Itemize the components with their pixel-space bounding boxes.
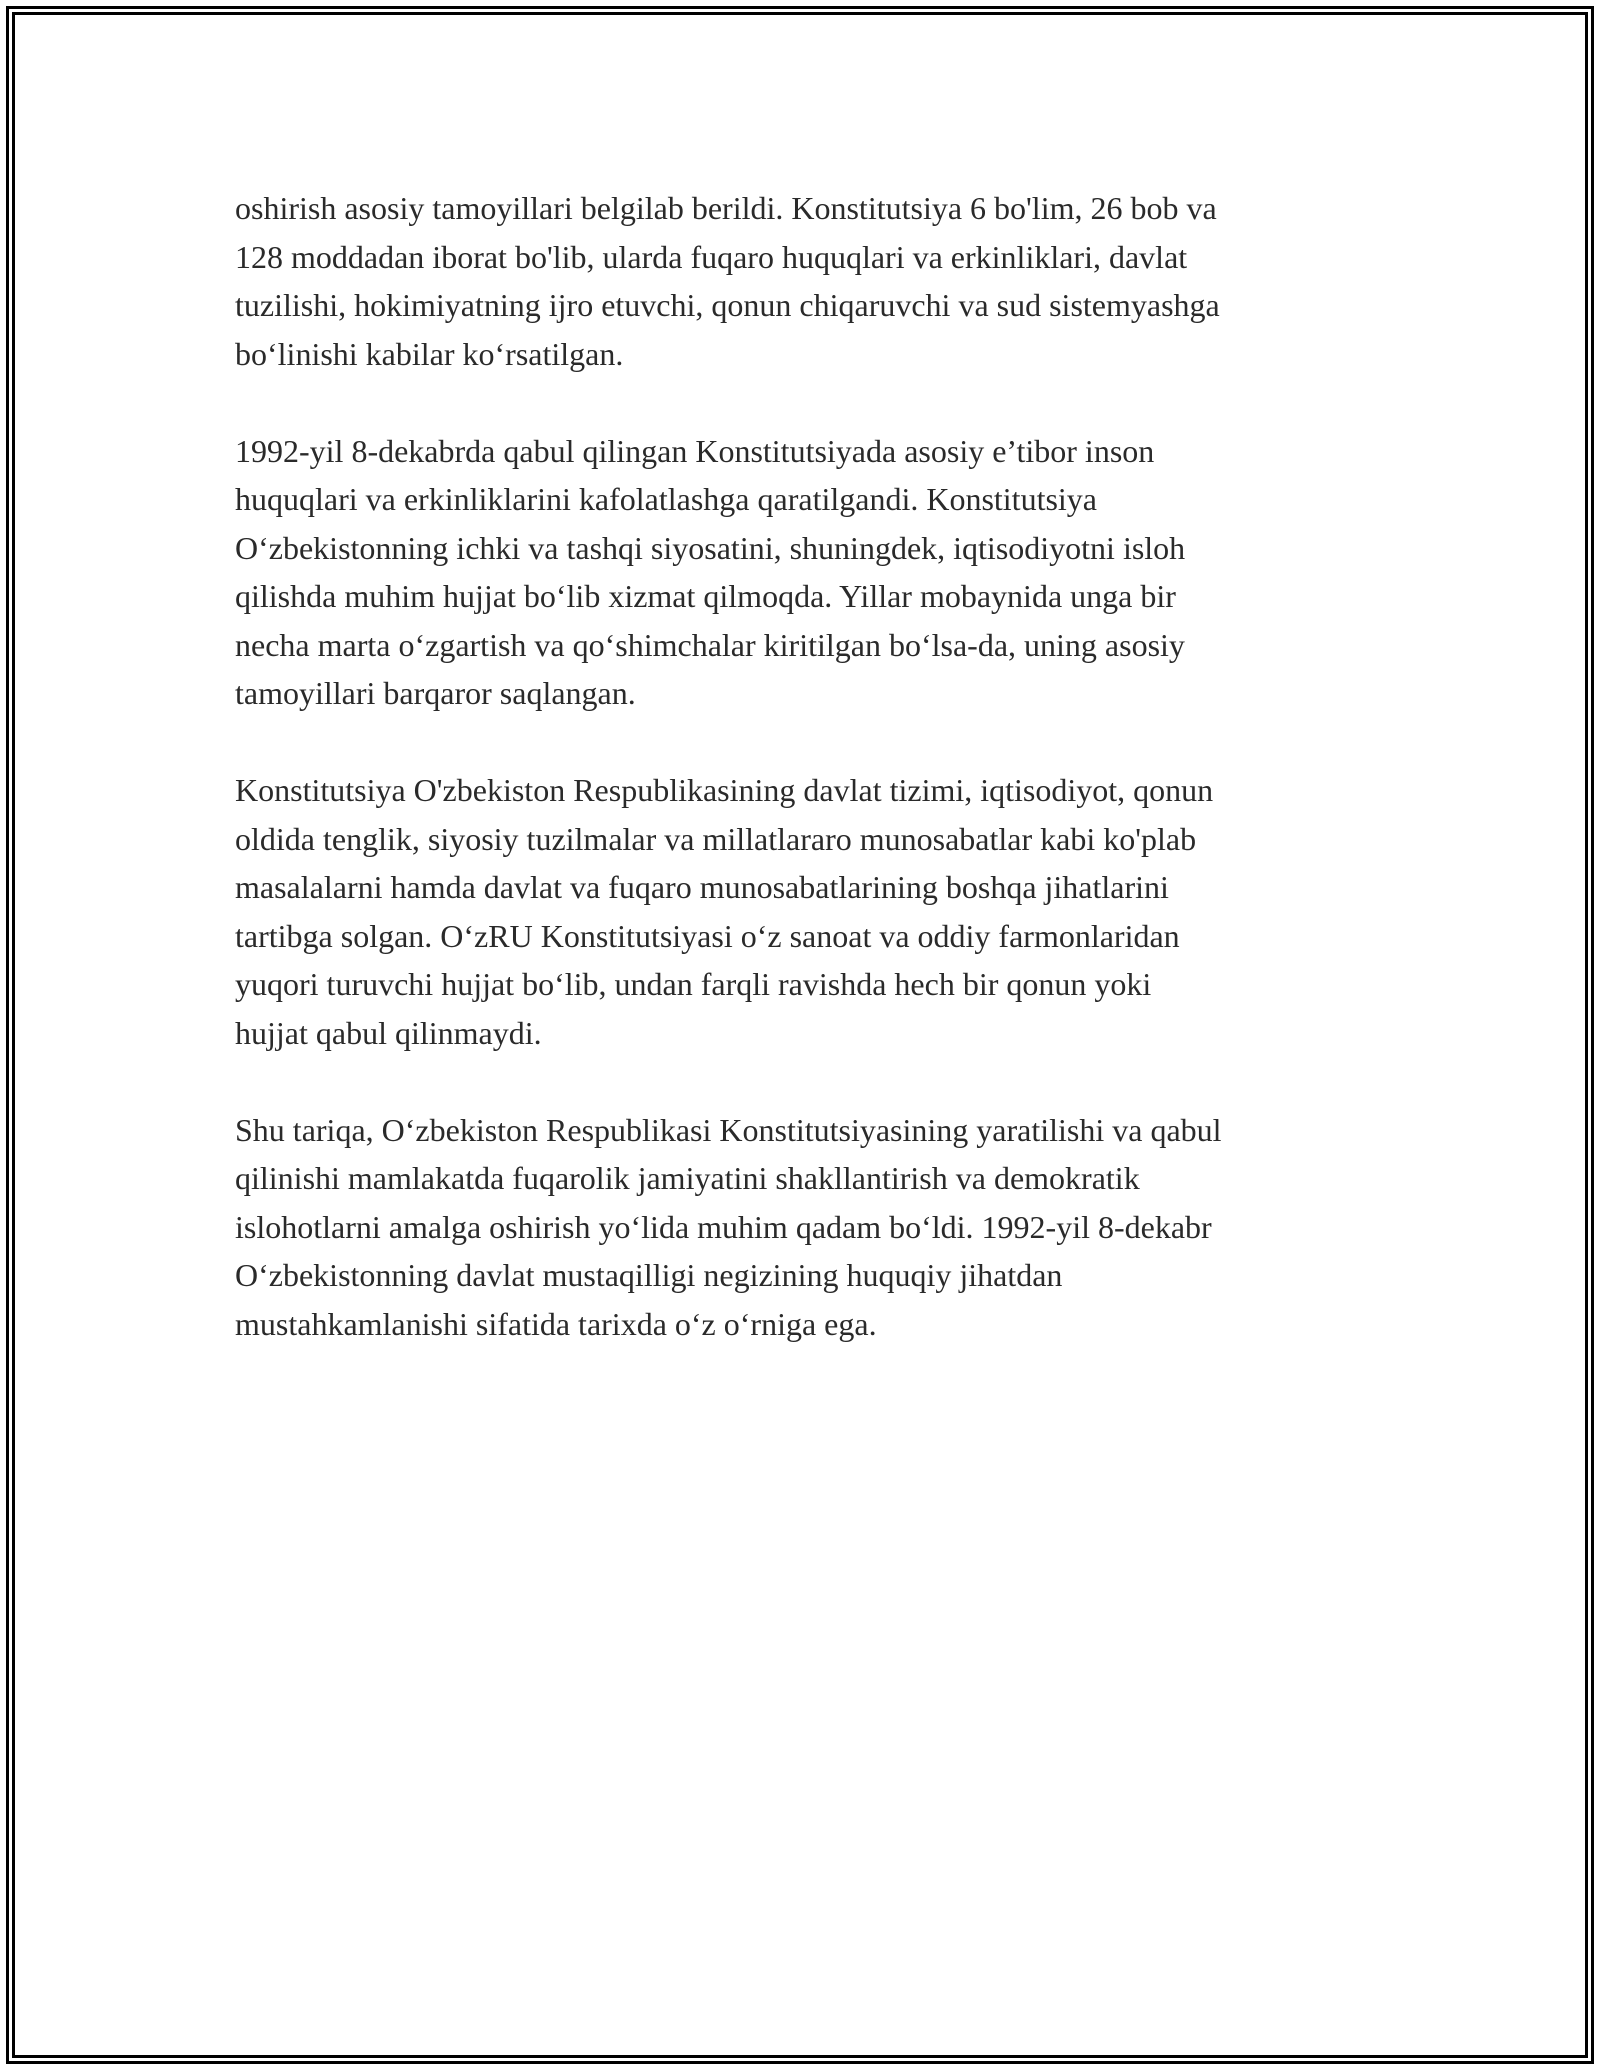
text-line: necha marta o‘zgartish va qo‘shimchalar kiritilgan bo‘lsa-da, uning asosiy <box>235 626 1185 663</box>
text-line: hujjat qabul qilinmaydi. <box>235 1014 542 1051</box>
text-line: qilishda muhim hujjat bo‘lib xizmat qilmoqda. Yillar mobaynida unga bir <box>235 578 1176 614</box>
text-line: tartibga solgan. O‘zRU Konstitutsiyasi o‘z sanoat va oddiy farmonlaridan <box>235 917 1180 954</box>
text-line: Shu tariqa, O‘zbekiston Respublikasi Konstitutsiyasining yaratilishi va qabul <box>235 1111 1222 1148</box>
text-line: oshirish asosiy tamoyillari belgilab berildi. Konstitutsiya 6 bo'lim, 26 bob va <box>235 190 1217 226</box>
text-line: bo‘linishi kabilar ko‘rsatilgan. <box>235 335 624 372</box>
text-line: tamoyillari barqaror saqlangan. <box>235 675 636 711</box>
text-line: O‘zbekistonning ichki va tashqi siyosatini, shuningdek, iqtisodiyotni isloh <box>235 529 1186 566</box>
text-line: qilinishi mamlakatda fuqarolik jamiyatini shakllantirish va demokratik <box>235 1160 1140 1196</box>
text-line: mustahkamlanishi sifatida tarixda o‘z o‘rniga ega. <box>235 1305 877 1342</box>
text-line: Konstitutsiya O'zbekiston Respublikasining davlat tizimi, iqtisodiyot, qonun <box>235 772 1214 808</box>
document-body <box>235 184 1385 1397</box>
text-line: 128 moddadan iborat bo'lib, ularda fuqaro huquqlari va erkinliklari, davlat <box>235 238 1188 275</box>
text-line: O‘zbekistonning davlat mustaqilligi negizining huquqiy jihatdan <box>235 1257 1063 1293</box>
paragraph-1 <box>235 184 1385 378</box>
paragraph-2 <box>235 427 1385 718</box>
text-line: yuqori turuvchi hujjat bo‘lib, undan farqli ravishda hech bir qonun yoki <box>235 966 1152 1002</box>
text-line: huquqlari va erkinliklarini kafolatlashga qaratilgandi. Konstitutsiya <box>235 481 1097 517</box>
paragraph-4 <box>235 1106 1385 1349</box>
text-line: masalalarni hamda davlat va fuqaro munosabatlarining boshqa jihatlarini <box>235 869 1169 905</box>
text-line: tuzilishi, hokimiyatning ijro etuvchi, qonun chiqaruvchi va sud sistemyashga <box>235 287 1220 323</box>
paragraph-3 <box>235 766 1385 1057</box>
text-line: 1992-yil 8-dekabrda qabul qilingan Konstitutsiyada asosiy e’tibor inson <box>235 432 1155 469</box>
text-line: oldida tenglik, siyosiy tuzilmalar va millatlararo munosabatlar kabi ko'plab <box>235 820 1197 857</box>
text-line: islohotlarni amalga oshirish yo‘lida muhim qadam bo‘ldi. 1992-yil 8-dekabr <box>235 1208 1212 1245</box>
